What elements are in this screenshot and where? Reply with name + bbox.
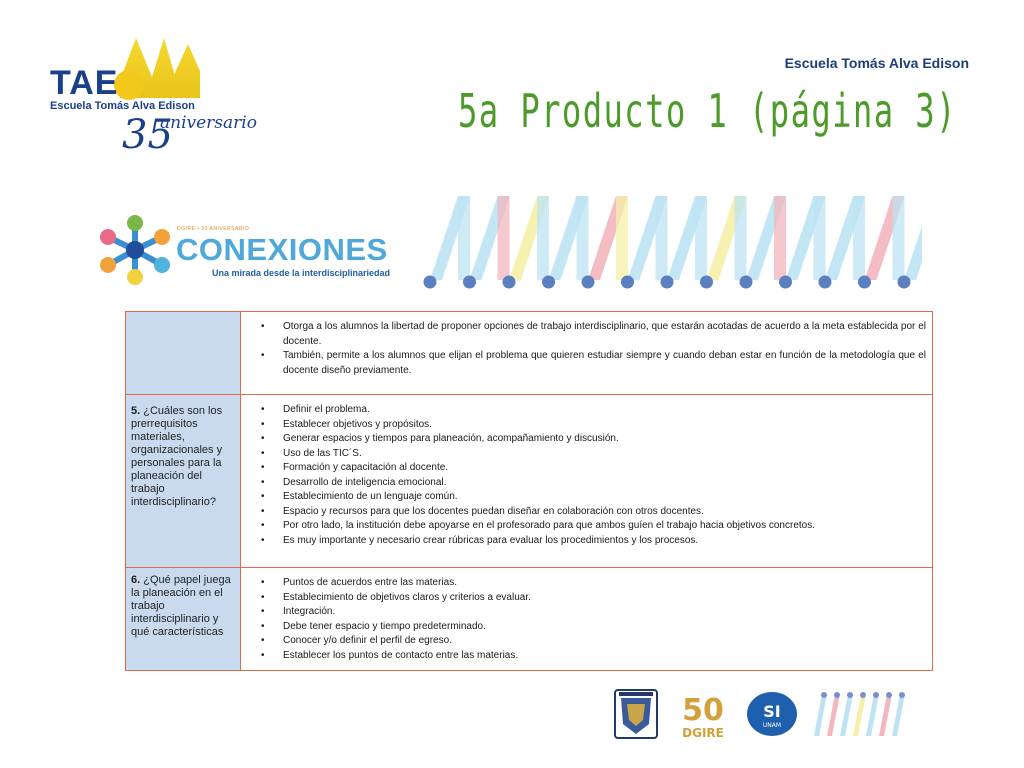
dgire-label: DGIRE [682,726,724,740]
banner-subtitle: Una mirada desde la interdisciplinariedad [212,268,391,278]
stripe [853,694,866,736]
stripe-dot [886,692,892,698]
question-cell [126,395,241,567]
stripe [656,196,668,280]
stripe-dot [860,692,866,698]
logo-anniversary-word: aniversario [160,113,257,133]
stripe-dot [898,276,911,289]
stripe [577,196,589,280]
list-item: • Puntos de acuerdos entre las materias. [283,576,926,591]
si-sub: UNAM [762,722,782,729]
stripe [840,694,853,736]
stripe [892,694,905,736]
stripe-dot [847,692,853,698]
answer-cell [241,312,932,394]
table-row [126,568,932,670]
si-unam-logo [745,690,799,738]
list-item: • Definir el problema. [283,403,926,418]
stripe-dot [899,692,905,698]
list-item: • Establecer los puntos de contacto entre las materias. [283,649,926,664]
list-item: • Es muy importante y necesario crear rúbricas para evaluar los procedimientos y los procesos. [283,534,926,549]
list-item: • Uso de las TIC´S. [283,447,926,462]
stripe [498,196,510,280]
answer-cell [241,395,932,567]
list-item: • Espacio y recursos para que los docentes puedan diseñar en colaboración con otros docentes. [283,505,926,520]
stripe-dot [700,276,713,289]
si-label: SI [763,702,781,721]
stripe [827,694,840,736]
table-row [126,395,932,568]
list-item: • Conocer y/o definir el perfil de egreso. [283,634,926,649]
logo-letters: TAE [50,64,119,102]
footer-stripes-logo [810,690,910,738]
banner-small-text: DGIRE • 50 ANIVERSARIO [177,226,250,232]
stripe-dot [621,276,634,289]
list-item: • Generar espacios y tiempos para planeación, acompañamiento y discusión. [283,432,926,447]
stripe [904,196,922,280]
list-item: • Formación y capacitación al docente. [283,461,926,476]
stripe [616,196,628,280]
sun-icon [114,70,144,100]
question-cell [126,312,241,394]
content-table [125,311,933,671]
answer-list [241,576,926,663]
page-title: 5a Producto 1 (página 3) [458,84,957,138]
list-item: • Otorga a los alumnos la libertad de proponer opciones de trabajo interdisciplinario, que estarán acotadas de acuerdo a la meta establecida por el docente. [283,320,926,349]
stripe [866,694,879,736]
table-row [126,312,932,395]
stripe [695,196,707,280]
stripe-dot [873,692,879,698]
conexiones-flower-icon [96,213,174,287]
stripe [853,196,865,280]
unam-crest-icon [613,688,659,740]
stripe-dot [463,276,476,289]
stripe [458,196,470,280]
stripe [735,196,747,280]
stripe-dot [661,276,674,289]
logo-school-name: Escuela Tomás Alva Edison [50,100,195,112]
list-item: • Por otro lado, la institución debe apoyarse en el profesorado para que ambos guíen el trabajo hacia objetivos concretos. [283,519,926,534]
stripe [814,196,826,280]
stripe-dot [834,692,840,698]
question-cell [126,568,241,670]
dgire-50-logo [672,688,734,740]
list-item: • Establecimiento de objetivos claros y criterios a evaluar. [283,591,926,606]
stripe-dot [424,276,437,289]
list-item: • Establecimiento de un lenguaje común. [283,490,926,505]
stripe [879,694,892,736]
question-text: 6. ¿Qué papel juega la planeación en el trabajo interdisciplinario y qué características [131,574,231,638]
stripe [774,196,786,280]
stripe [537,196,549,280]
answer-list [241,403,926,548]
banner-word: CONEXIONES [176,232,388,267]
stripe-dot [740,276,753,289]
question-text: 5. ¿Cuáles son los prerrequisitos materiales, organizacionales y personales para la planeación del trabajo interdisciplinario? [131,405,223,508]
logo-anniversary-number: 35 [122,112,173,158]
dgire-number: 50 [682,693,724,728]
stripe [814,694,827,736]
school-name: Escuela Tomás Alva Edison [784,55,969,71]
list-item: • También, permite a los alumnos que elijan el problema que quieren estudiar siempre y cuando deban estar en función de la metodología que el docente diseño previamente. [283,349,926,378]
stripe-dot [858,276,871,289]
stripe-dot [542,276,555,289]
list-item: • Establecer objetivos y propósitos. [283,418,926,433]
stripe [893,196,905,280]
stripe-dot [503,276,516,289]
stripe-dot [821,692,827,698]
stripe-dot [779,276,792,289]
list-item: • Debe tener espacio y tiempo predeterminado. [283,620,926,635]
stripe-dot [819,276,832,289]
list-item: • Integración. [283,605,926,620]
answer-list [241,320,926,378]
list-item: • Desarrollo de inteligencia emocional. [283,476,926,491]
decorative-stripes-banner [422,196,922,290]
answer-cell [241,568,932,670]
stripe-dot [582,276,595,289]
